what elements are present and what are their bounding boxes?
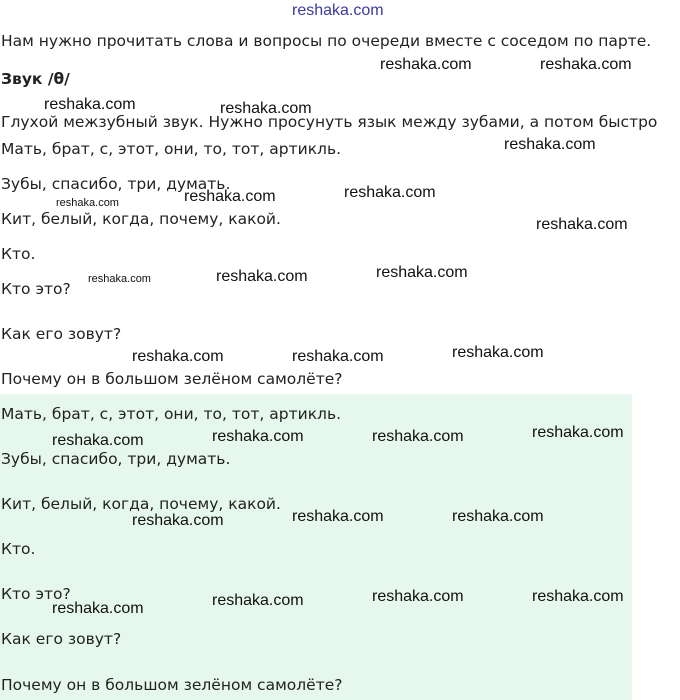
watermark: reshaka.com xyxy=(220,100,312,117)
line-3: Кит, белый, когда, почему, какой. xyxy=(1,210,281,228)
watermark: reshaka.com xyxy=(344,184,436,201)
watermark: reshaka.com xyxy=(452,508,544,525)
sound-description: Глухой межзубный звук. Нужно просунуть язык между зубами, а потом быстро xyxy=(1,113,658,131)
line-2: Зубы, спасибо, три, думать. xyxy=(1,175,231,193)
watermark: reshaka.com xyxy=(88,273,151,285)
watermark: reshaka.com xyxy=(52,432,144,449)
sound-heading: Звук /θ/ xyxy=(1,70,70,88)
highlight-line-7: Почему он в большом зелёном самолёте? xyxy=(1,676,343,694)
watermark: reshaka.com xyxy=(452,344,544,361)
watermark: reshaka.com xyxy=(532,424,624,441)
watermark: reshaka.com xyxy=(504,136,596,153)
watermark: reshaka.com xyxy=(372,428,464,445)
line-6: Как его зовут? xyxy=(1,325,122,343)
watermark: reshaka.com xyxy=(216,268,308,285)
watermark: reshaka.com xyxy=(56,197,119,209)
line-4: Кто. xyxy=(1,245,36,263)
highlight-line-6: Как его зовут? xyxy=(1,630,122,648)
highlight-line-3: Кит, белый, когда, почему, какой. xyxy=(1,495,281,513)
line-1: Мать, брат, с, этот, они, то, тот, артикль. xyxy=(1,140,342,158)
watermark: reshaka.com xyxy=(132,512,224,529)
highlight-line-2: Зубы, спасибо, три, думать. xyxy=(1,450,231,468)
intro-text: Нам нужно прочитать слова и вопросы по очереди вместе с соседом по парте. xyxy=(1,32,652,50)
watermark: reshaka.com xyxy=(292,508,384,525)
watermark: reshaka.com xyxy=(52,600,144,617)
watermark: reshaka.com xyxy=(292,348,384,365)
watermark: reshaka.com xyxy=(212,428,304,445)
watermark: reshaka.com xyxy=(532,588,624,605)
watermark: reshaka.com xyxy=(536,216,628,233)
watermark: reshaka.com xyxy=(132,348,224,365)
watermark: reshaka.com xyxy=(540,56,632,73)
highlight-line-1: Мать, брат, с, этот, они, то, тот, артикль. xyxy=(1,405,342,423)
highlight-line-5: Кто это? xyxy=(1,585,71,603)
watermark: reshaka.com xyxy=(44,96,136,113)
watermark: reshaka.com xyxy=(376,264,468,281)
watermark: reshaka.com xyxy=(184,188,276,205)
site-header-link[interactable]: reshaka.com xyxy=(292,2,384,19)
watermark: reshaka.com xyxy=(212,592,304,609)
line-7: Почему он в большом зелёном самолёте? xyxy=(1,370,343,388)
watermark: reshaka.com xyxy=(380,56,472,73)
watermark: reshaka.com xyxy=(372,588,464,605)
highlight-line-4: Кто. xyxy=(1,540,36,558)
line-5: Кто это? xyxy=(1,280,71,298)
